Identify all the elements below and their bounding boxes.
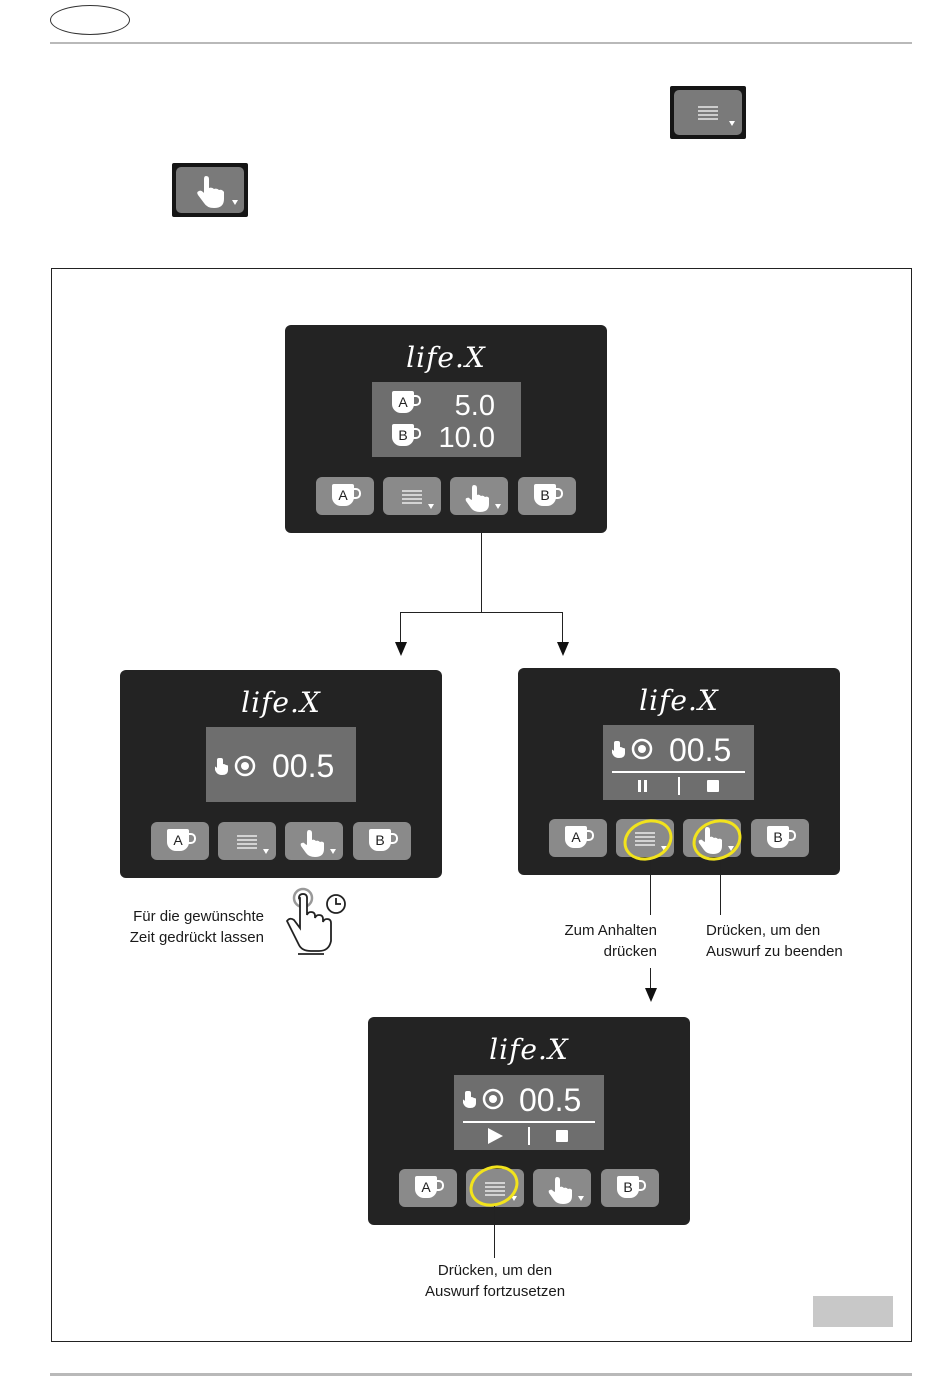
cup-b-button[interactable]: B xyxy=(751,819,809,857)
separator xyxy=(678,777,680,795)
menu-button-reference xyxy=(670,86,746,139)
cup-a-button[interactable]: A xyxy=(549,819,607,857)
cup-b-button[interactable]: B xyxy=(353,822,411,860)
dose-target-icon xyxy=(215,755,259,779)
dose-value: 00.5 xyxy=(669,732,732,768)
stop-icon xyxy=(555,1129,569,1143)
hand-button-reference xyxy=(172,163,248,217)
callout-line xyxy=(650,860,651,915)
brand-logo: life.X xyxy=(241,686,321,719)
button-row xyxy=(399,1169,661,1207)
hand-pointer-icon xyxy=(450,477,508,515)
menu-button[interactable] xyxy=(383,477,441,515)
dose-target-icon xyxy=(463,1088,507,1112)
cup-a-indicator: A xyxy=(392,391,414,413)
dose-target-icon xyxy=(612,738,656,762)
resume-caption: Drücken, um den Auswurf fortzusetzen xyxy=(424,1262,566,1300)
cup-a-button[interactable]: A xyxy=(316,477,374,515)
cup-a-button[interactable]: A xyxy=(151,822,209,860)
dose-a-value: 5.0 xyxy=(454,390,495,422)
dose-value: 00.5 xyxy=(272,748,335,784)
separator xyxy=(528,1127,530,1145)
dose-value: 00.5 xyxy=(519,1082,582,1118)
brand-logo: life.X xyxy=(406,341,486,374)
play-icon xyxy=(486,1127,504,1145)
cup-a-button[interactable]: A xyxy=(399,1169,457,1207)
menu-icon xyxy=(218,822,276,860)
dose-b-value: 10.0 xyxy=(438,422,495,454)
hold-caption: Für die gewünschte Zeit gedrückt lassen xyxy=(129,908,264,946)
display-screen xyxy=(372,382,521,457)
divider xyxy=(612,771,745,773)
arrow-down-icon xyxy=(393,642,409,658)
hand-press-clock-icon xyxy=(278,884,350,960)
button-row xyxy=(316,477,578,515)
page-number-box xyxy=(813,1296,893,1327)
manual-dose-button[interactable] xyxy=(533,1169,591,1207)
button-row xyxy=(151,822,413,860)
brand-logo: life.X xyxy=(489,1033,569,1066)
display-screen xyxy=(206,727,356,802)
hand-pointer-icon xyxy=(176,167,244,213)
hand-pointer-icon xyxy=(285,822,343,860)
callout-line xyxy=(720,860,721,915)
control-panel-main xyxy=(285,325,607,533)
control-panel-dispensing xyxy=(518,668,840,875)
header-rule xyxy=(50,42,912,44)
display-screen xyxy=(454,1075,604,1150)
display-screen xyxy=(603,725,754,800)
connector xyxy=(400,612,562,613)
arrow-down-icon xyxy=(555,642,571,658)
end-caption: Drücken, um den Auswurf zu beenden xyxy=(706,922,843,960)
cup-b-button[interactable]: B xyxy=(518,477,576,515)
cup-b-button[interactable]: B xyxy=(601,1169,659,1207)
footer-rule xyxy=(50,1373,912,1376)
stop-icon xyxy=(706,779,720,793)
control-panel-paused xyxy=(368,1017,690,1225)
manual-dose-button[interactable] xyxy=(285,822,343,860)
stop-caption: Zum Anhalten drücken xyxy=(564,922,657,960)
brand-logo: life.X xyxy=(639,684,719,717)
menu-button[interactable] xyxy=(218,822,276,860)
arrow-down-icon xyxy=(643,988,659,1004)
manual-dose-button[interactable] xyxy=(450,477,508,515)
callout-line xyxy=(494,1206,495,1258)
connector xyxy=(481,533,482,613)
button-row xyxy=(549,819,811,857)
divider xyxy=(463,1121,595,1123)
menu-icon xyxy=(383,477,441,515)
menu-icon xyxy=(674,90,742,135)
hand-pointer-icon xyxy=(533,1169,591,1207)
cup-b-indicator: B xyxy=(392,424,414,446)
control-panel-hold xyxy=(120,670,442,878)
language-badge xyxy=(50,5,130,35)
pause-icon xyxy=(637,778,649,794)
